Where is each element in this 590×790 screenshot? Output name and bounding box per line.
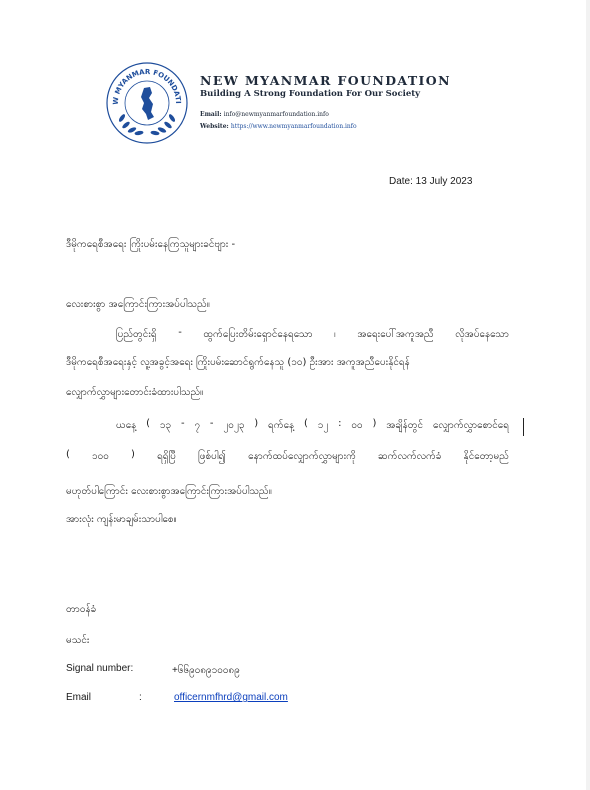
word: ယနေ့ xyxy=(116,420,137,431)
word: အရေးပေါ်အကူအညီ xyxy=(357,329,434,340)
word: နိုင်တော့မည် xyxy=(463,451,509,462)
word: ထွက်ပြေးတိမ်းရှောင်နေရသော xyxy=(203,329,313,340)
word: ဆက်လက်လက်ခံ xyxy=(378,451,442,462)
word: ဖြစ်ပါ၍ xyxy=(198,451,226,462)
paragraph2-line3: မဟုတ်ပါကြောင်း လေးစားစွာအကြောင်းကြားအပ်ပါသည်။ xyxy=(66,486,272,497)
word: ၁၀၀ xyxy=(92,451,109,462)
word: ၊ xyxy=(334,329,336,340)
word: ( xyxy=(304,418,308,429)
letter-date: Date: 13 July 2023 xyxy=(389,176,473,187)
letterhead-website-link[interactable]: https://www.newmyanmarfoundation.info xyxy=(230,123,357,130)
word: ( xyxy=(66,449,70,460)
letterhead-email-value: info@newmyanmarfoundation.info xyxy=(223,111,329,118)
word: ) xyxy=(131,449,135,460)
word: ရက်နေ့ xyxy=(268,420,295,431)
signer-name: မသင်း xyxy=(66,635,90,646)
word: ပြည်တွင်းရှိ xyxy=(116,329,157,340)
closing-wish: အားလုံး ကျန်းမာချမ်းသာပါစေ။ xyxy=(66,514,177,525)
logo-text: W MYANMAR FOUNDATI xyxy=(111,67,183,105)
signoff-title: တာဝန်ခံ xyxy=(66,604,97,615)
word: အချိန်တွင် xyxy=(386,420,424,431)
contact-email-label: Email xyxy=(66,692,92,703)
word: ) xyxy=(372,418,377,429)
word: ၂၀၂၃ xyxy=(223,420,245,431)
word: - xyxy=(209,418,214,429)
text-cursor xyxy=(523,418,524,436)
page-edge xyxy=(586,0,590,790)
foundation-logo xyxy=(104,60,190,146)
word: ( xyxy=(146,418,151,429)
contact-email-link[interactable]: officernmfhrd@gmail.com xyxy=(174,692,288,703)
org-name: NEW MYANMAR FOUNDATION xyxy=(200,73,451,88)
word: ) xyxy=(254,418,259,429)
word: - xyxy=(178,327,182,338)
paragraph2-line1 xyxy=(116,418,509,433)
letterhead-email-label: Email: xyxy=(200,111,222,118)
paragraph1-line3: လျှောက်လွှာများတောင်းခံထားပါသည်။ xyxy=(66,387,204,398)
greeting: လေးစားစွာ အကြောင်းကြားအပ်ပါသည်။ xyxy=(66,299,210,310)
signal-label: Signal number: xyxy=(66,663,134,674)
letterhead-website xyxy=(200,123,357,130)
word: လိုအပ်နေသော xyxy=(455,329,509,340)
word: : xyxy=(338,418,342,429)
signal-number: +၆၆၉၀၈၉၁၀၀၈၉ xyxy=(172,665,240,676)
word: လျှောက်လွှာစောင်ရေ xyxy=(432,420,509,431)
word: ဒီမိုကရေစီအရေးနှင့် လူ့အခွင့်အရေး ကြိုးပမ်းဆောင်ရွက်နေသူ (၁၀) ဦးအား အကူအညီပေးနိုင်ရန် xyxy=(66,357,410,368)
contact-email-colon: : xyxy=(139,692,142,703)
word: ၁၂ xyxy=(317,420,329,431)
word: - xyxy=(181,418,185,429)
letterhead-email xyxy=(200,111,329,118)
paragraph1-line2 xyxy=(66,355,509,370)
word: ရရှိပြီ xyxy=(157,451,176,462)
paragraph2-line2 xyxy=(66,449,509,464)
paragraph1-line1 xyxy=(116,327,509,342)
word: ၇ xyxy=(194,420,201,431)
word: ၁၃ xyxy=(159,420,172,431)
word: နောက်ထပ်လျှောက်လွှာများကို xyxy=(248,451,356,462)
salutation: ဒီမိုကရေစီအရေး ကြိုးပမ်းနေကြသူများခင်ဗျား - xyxy=(66,239,236,250)
word: ၀၀ xyxy=(351,420,363,431)
org-tagline: Building A Strong Foundation For Our Society xyxy=(200,89,421,99)
letterhead-website-label: Website: xyxy=(200,123,229,130)
